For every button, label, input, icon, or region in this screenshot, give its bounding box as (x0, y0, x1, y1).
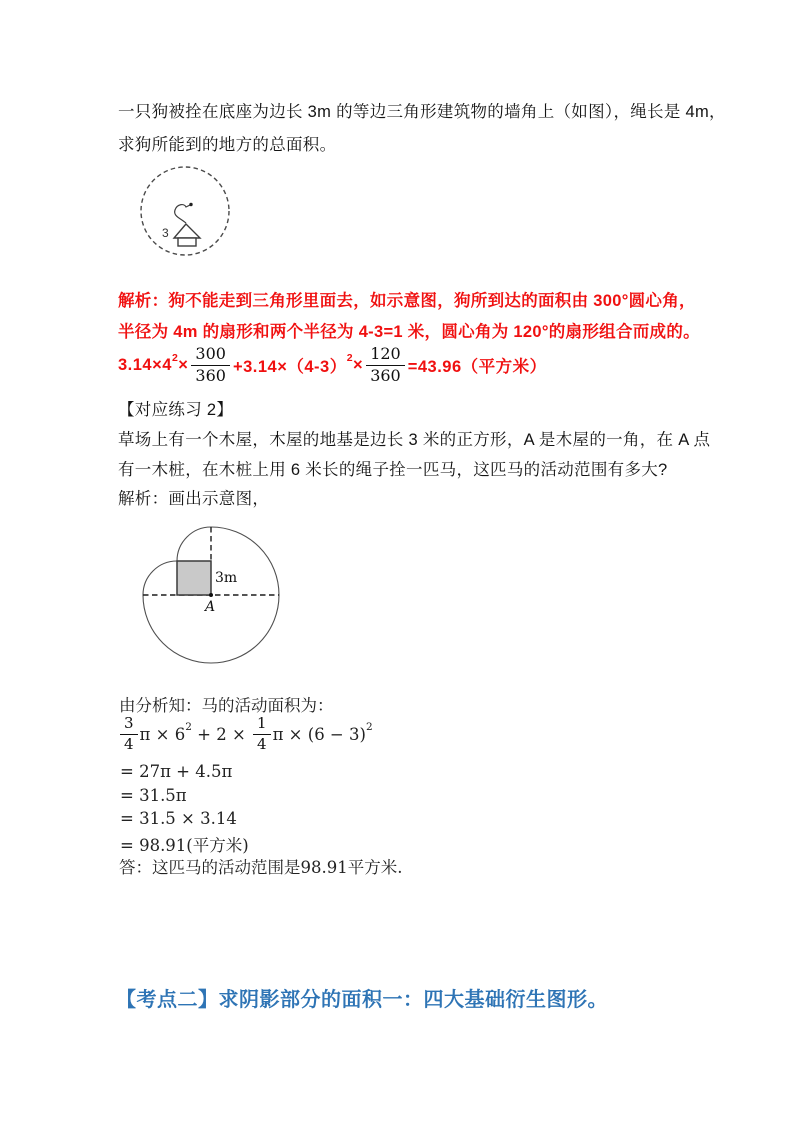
solution-fraction1-denominator: 4 (124, 734, 134, 753)
fraction2-numerator: 120 (366, 345, 405, 365)
hut-square-shape (177, 561, 211, 595)
solution-intro: 由分析知：马的活动面积为： (119, 696, 334, 715)
solution-fraction2-numerator: 1 (253, 715, 271, 734)
solution-exponent2: 2 (365, 721, 373, 733)
dog-point-dot (189, 203, 192, 206)
small-quarter-arc-top (177, 527, 211, 561)
formula-part1: 3.14×4 (118, 355, 172, 374)
building-base-shape (178, 238, 196, 246)
section2-heading: 【考点二】求阴影部分的面积一：四大基础衍生图形。 (116, 989, 608, 1011)
formula-exponent1: 2 (171, 352, 179, 364)
figure-horse-square (140, 518, 285, 668)
formula-exponent2: 2 (346, 352, 354, 364)
figure2-side-label: 3m (215, 570, 238, 586)
figure2-pointA-label: A (205, 599, 216, 615)
small-quarter-arc-left (143, 561, 177, 595)
problem1-statement-line1: 一只狗被拴在底座为边长 3m 的等边三角形建筑物的墙角上（如图），绳长是 4m， (118, 103, 726, 121)
figure-dog-triangle (135, 160, 240, 260)
solution-fraction2 (253, 715, 271, 753)
solution-fraction1-numerator: 3 (120, 715, 138, 734)
solution-exponent1: 2 (185, 721, 192, 733)
solution-step1: = 27π + 4.5π (120, 762, 233, 781)
solution-expression (118, 712, 373, 756)
formula-times2: × (353, 355, 364, 374)
solution-expr-seg1: π × 6 (139, 724, 186, 744)
solution-fraction2-denominator: 4 (257, 734, 267, 753)
problem1-analysis-line2: 半径为 4m 的扇形和两个半径为 4-3=1 米，圆心角为 120°的扇形组合而成的。 (118, 323, 700, 341)
problem1-formula (118, 342, 547, 388)
fraction1-denominator: 360 (195, 365, 226, 385)
fraction2-denominator: 360 (370, 365, 401, 385)
formula-result: =43.96（平方米） (407, 358, 547, 376)
solution-fraction1 (120, 715, 138, 753)
problem1-statement-line2: 求狗所能到的地方的总面积。 (118, 136, 337, 154)
rope-squiggle-line (175, 205, 190, 223)
solution-expr-seg3: π × (6 − 3) (272, 724, 366, 744)
solution-step3: = 31.5 × 3.14 (120, 809, 237, 828)
practice2-statement-line1: 草场上有一个木屋，木屋的地基是边长 3 米的正方形，A 是木屋的一角，在 A 点 (118, 431, 711, 449)
practice2-analysis-intro: 解析：画出示意图， (118, 490, 270, 508)
figure1-side-label: 3 (162, 226, 169, 240)
solution-answer: 答：这匹马的活动范围是98.91平方米. (119, 858, 403, 877)
solution-step2: = 31.5π (120, 786, 187, 805)
formula-times1: × (178, 355, 189, 374)
fraction1-numerator: 300 (191, 345, 230, 365)
solution-expr-seg2: + 2 × (191, 724, 252, 744)
problem1-analysis-line1: 解析：狗不能走到三角形里面去，如示意图，狗所到达的面积由 300°圆心角， (118, 292, 696, 310)
formula-fraction1 (191, 345, 230, 385)
point-A-dot (209, 593, 213, 597)
practice2-statement-line2: 有一木桩，在木桩上用 6 米长的绳子拴一匹马，这匹马的活动范围有多大? (118, 461, 668, 479)
solution-step4: = 98.91(平方米) (120, 836, 249, 855)
formula-part2: +3.14×（4-3） (232, 358, 347, 376)
practice2-heading: 【对应练习 2】 (118, 401, 234, 419)
triangle-roof-shape (174, 224, 200, 238)
formula-fraction2 (366, 345, 405, 385)
